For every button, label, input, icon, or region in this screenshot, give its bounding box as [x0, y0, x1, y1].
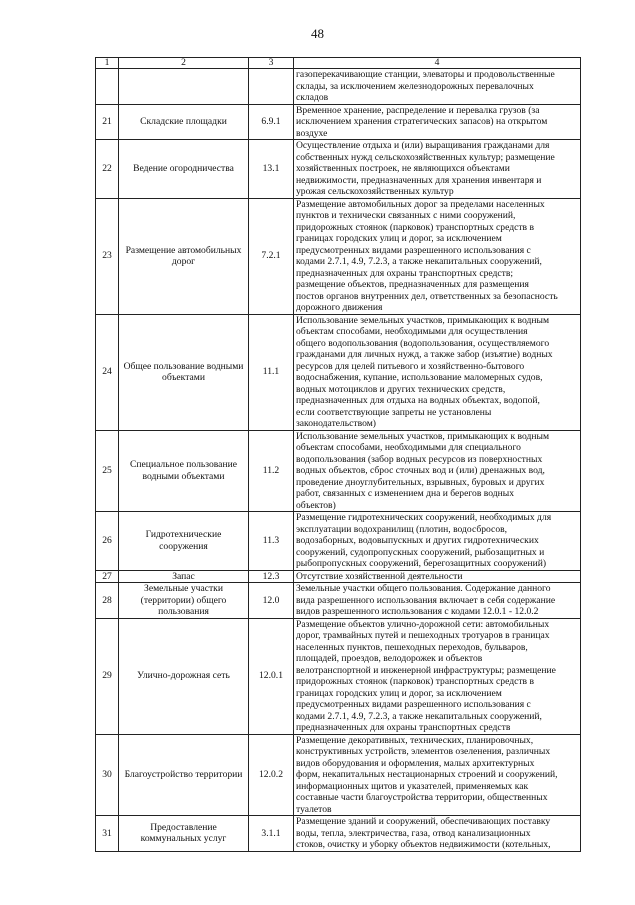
land-use-code: 13.1 [249, 140, 294, 199]
land-use-code: 12.0.1 [249, 618, 294, 734]
table-row [96, 816, 581, 852]
table-row [96, 512, 581, 571]
table-row [96, 618, 581, 734]
land-use-code: 11.3 [249, 512, 294, 571]
row-number: 23 [96, 198, 119, 314]
table-row [96, 570, 581, 583]
land-use-name: Запас [119, 570, 249, 583]
row-number: 29 [96, 618, 119, 734]
land-use-table [95, 57, 581, 852]
table-row [96, 430, 581, 512]
land-use-code: 12.3 [249, 570, 294, 583]
land-use-code [249, 69, 294, 105]
row-number: 21 [96, 104, 119, 140]
land-use-code: 3.1.1 [249, 816, 294, 852]
land-use-code: 6.9.1 [249, 104, 294, 140]
land-use-name: Общее пользование водными объектами [119, 314, 249, 430]
land-use-description: Использование земельных участков, примыкающих к водным объектам способами, необходимыми для осуществления общего водопользования (водопользования, осуществляемого гражданами для личных нужд, а также забор (изъятие) водных ресурсов для целей питьевого и хозяйственно-бытового водоснабжения, купание, использование маломерных судов, водных мотоциклов и других технических средств, предназначенных для отдыха на водных объектах, водопой, если соответствующие запреты не установлены законодательством) [294, 314, 581, 430]
table-body [96, 58, 581, 852]
table-row [96, 69, 581, 105]
land-use-description: Отсутствие хозяйственной деятельности [294, 570, 581, 583]
table-row [96, 198, 581, 314]
table-row [96, 104, 581, 140]
land-use-description: Осуществление отдыха и (или) выращивания гражданами для собственных нужд сельскохозяйственных культур; размещение хозяйственных построек, не являющихся объектами недвижимости, предназначенных для хранения инвентаря и урожая сельскохозяйственных культур [294, 140, 581, 199]
land-use-description: газоперекачивающие станции, элеваторы и продовольственные склады, за исключением железнодорожных перевалочных складов [294, 69, 581, 105]
land-use-name: Предоставление коммунальных услуг [119, 816, 249, 852]
header-cell: 3 [249, 58, 294, 69]
land-use-code: 11.2 [249, 430, 294, 512]
row-number: 26 [96, 512, 119, 571]
row-number: 25 [96, 430, 119, 512]
row-number: 24 [96, 314, 119, 430]
land-use-name: Размещение автомобильных дорог [119, 198, 249, 314]
land-use-description: Размещение зданий и сооружений, обеспечивающих поставку воды, тепла, электричества, газа, отвод канализационных стоков, очистку и уборку объектов недвижимости (котельных, [294, 816, 581, 852]
header-cell: 4 [294, 58, 581, 69]
land-use-description: Земельные участки общего пользования. Содержание данного вида разрешенного использования включает в себя содержание видов разрешенного использования с кодами 12.0.1 - 12.0.2 [294, 583, 581, 619]
header-cell: 2 [119, 58, 249, 69]
land-use-name: Ведение огородничества [119, 140, 249, 199]
row-number: 28 [96, 583, 119, 619]
land-use-name [119, 69, 249, 105]
row-number [96, 69, 119, 105]
land-use-name: Гидротехнические сооружения [119, 512, 249, 571]
header-row [96, 58, 581, 69]
row-number: 30 [96, 734, 119, 816]
land-use-code: 11.1 [249, 314, 294, 430]
land-use-description: Размещение автомобильных дорог за пределами населенных пунктов и технически связанных с ними сооружений, придорожных стоянок (парковок) транспортных средств в границах городских улиц и дорог, за исключением предусмотренных видами разрешенного использования с кодами 2.7.1, 4.9, 7.2.3, а также некапитальных сооружений, предназначенных для охраны транспортных средств; размещение объектов, предназначенных для размещения постов органов внутренних дел, ответственных за безопасность дорожного движения [294, 198, 581, 314]
land-use-code: 7.2.1 [249, 198, 294, 314]
land-use-name: Улично-дорожная сеть [119, 618, 249, 734]
page-number: 48 [311, 26, 324, 41]
land-use-code: 12.0.2 [249, 734, 294, 816]
header-cell: 1 [96, 58, 119, 69]
land-use-description: Размещение гидротехнических сооружений, необходимых для эксплуатации водохранилищ (плотин, водосбросов, водозаборных, водовыпускных и других гидротехнических сооружений, судопропускных сооружений, рыбозащитных и рыбопропускных сооружений, берегозащитных сооружений) [294, 512, 581, 571]
table-row [96, 314, 581, 430]
land-use-name: Складские площадки [119, 104, 249, 140]
land-use-name: Земельные участки (территории) общего пользования [119, 583, 249, 619]
land-use-description: Временное хранение, распределение и перевалка грузов (за исключением хранения стратегических запасов) на открытом воздухе [294, 104, 581, 140]
table-row [96, 734, 581, 816]
land-use-description: Размещение объектов улично-дорожной сети: автомобильных дорог, трамвайных путей и пешеходных тротуаров в границах населенных пунктов, пешеходных переходов, бульваров, площадей, проездов, велодорожек и объектов велотранспортной и инженерной инфраструктуры; размещение придорожных стоянок (парковок) транспортных средств в границах городских улиц и дорог, за исключением предусмотренных видами разрешенного использования с кодами 2.7.1, 4.9, 7.2.3, а также некапитальных сооружений, предназначенных для охраны транспортных средств [294, 618, 581, 734]
land-use-name: Специальное пользование водными объектами [119, 430, 249, 512]
row-number: 22 [96, 140, 119, 199]
land-use-description: Использование земельных участков, примыкающих к водным объектам способами, необходимыми для специального водопользования (забор водных ресурсов из поверхностных водных объектов, сброс сточных вод и (или) дренажных вод, проведение дноуглубительных, взрывных, буровых и других работ, связанных с изменением дна и берегов водных объектов) [294, 430, 581, 512]
land-use-code: 12.0 [249, 583, 294, 619]
land-use-name: Благоустройство территории [119, 734, 249, 816]
table-row [96, 583, 581, 619]
land-use-description: Размещение декоративных, технических, планировочных, конструктивных устройств, элементов озеленения, различных видов оборудования и оформления, малых архитектурных форм, некапитальных нестационарных строений и сооружений, информационных щитов и указателей, применяемых как составные части благоустройства территории, общественных туалетов [294, 734, 581, 816]
row-number: 31 [96, 816, 119, 852]
table-row [96, 140, 581, 199]
row-number: 27 [96, 570, 119, 583]
